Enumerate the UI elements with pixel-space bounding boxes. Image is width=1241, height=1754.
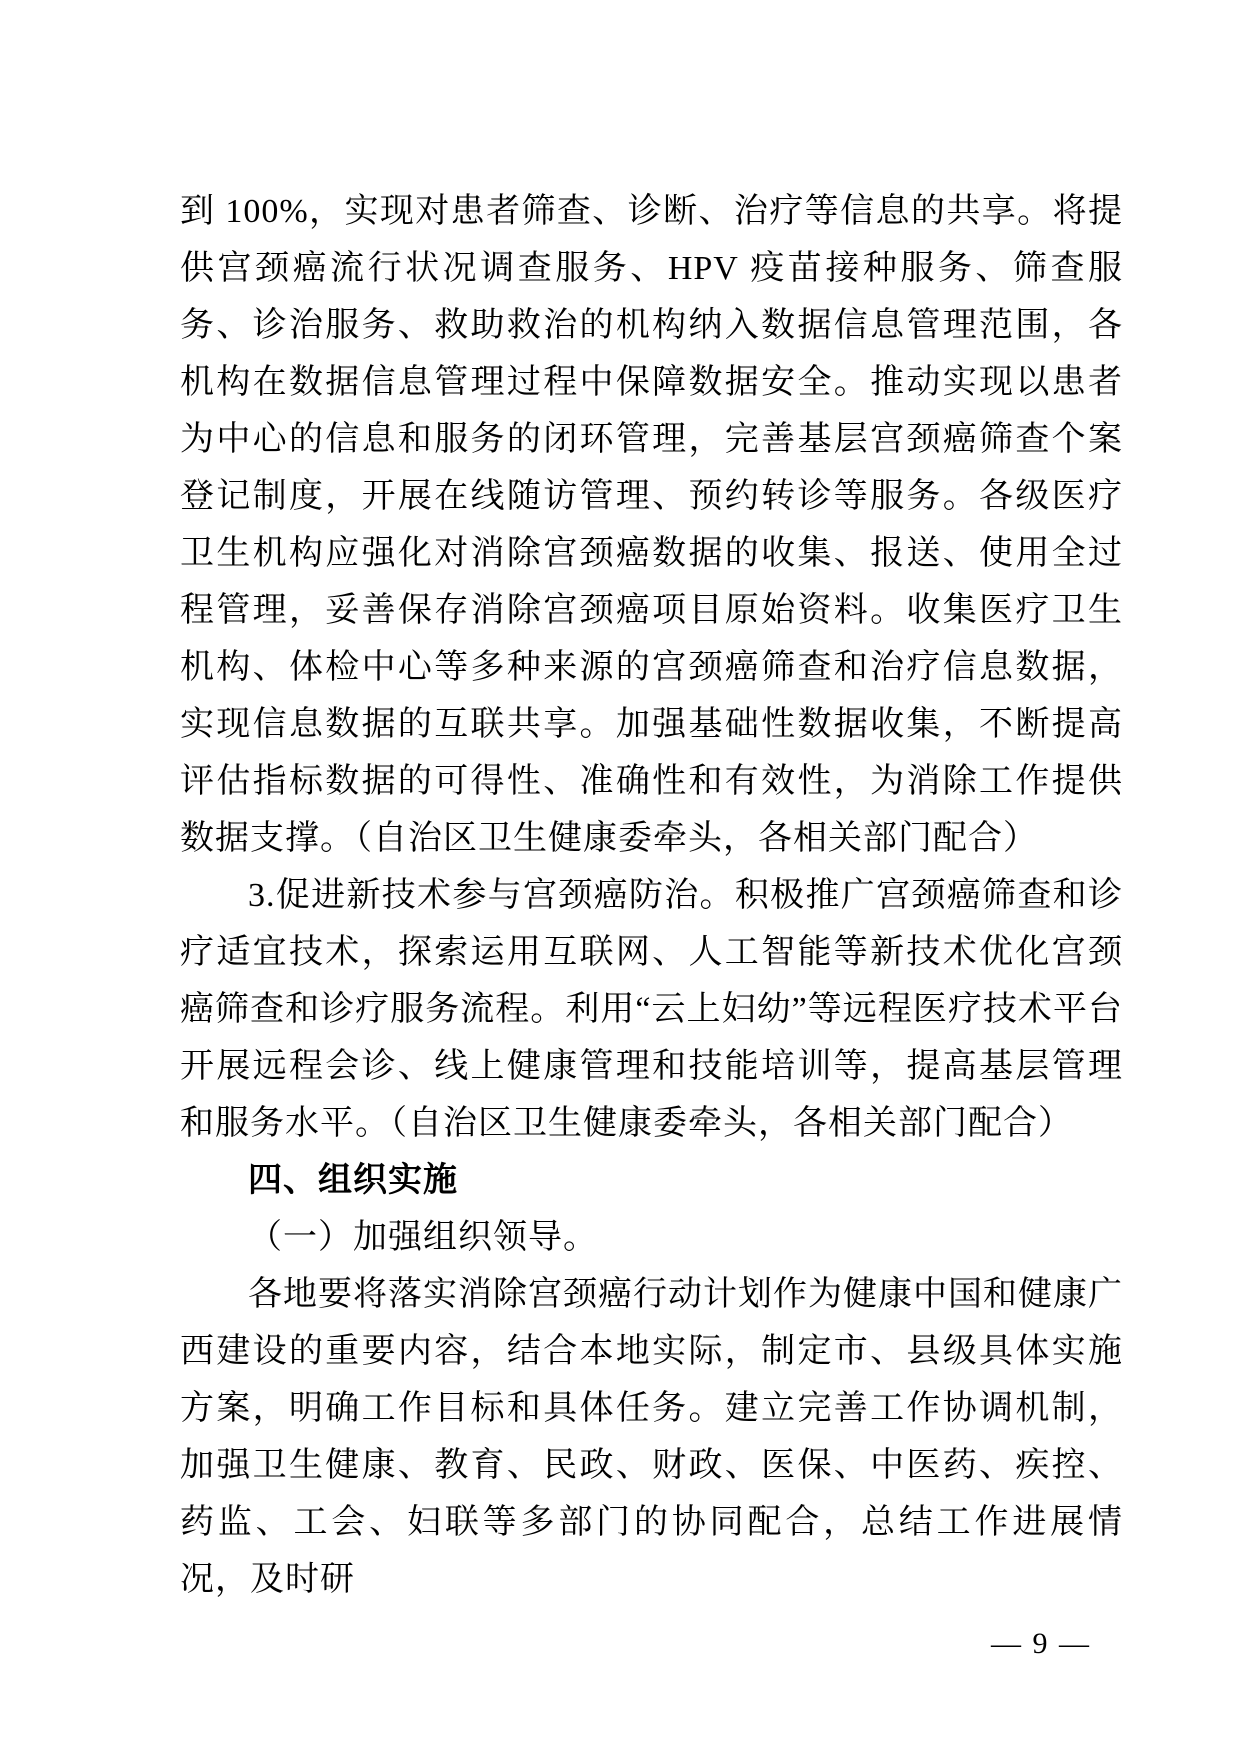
page-number: — 9 — — [991, 1627, 1091, 1660]
paragraph-new-technology: 3.促进新技术参与宫颈癌防治。积极推广宫颈癌筛查和诊疗适宜技术，探索运用互联网、人工智能等新技术优化宫颈癌筛查和诊疗服务流程。利用“云上妇幼”等远程医疗技术平台开展远程会诊、线上健康管理和技能培训等，提高基层管理和服务水平。（自治区卫生健康委牵头，各相关部门配合） — [180, 877, 1123, 1142]
paragraph-information-sharing: 到 100%，实现对患者筛查、诊断、治疗等信息的共享。将提供宫颈癌流行状况调查服务、HPV 疫苗接种服务、筛查服务、诊治服务、救助救治的机构纳入数据信息管理范围，各机构在数据信息管理过程中保障数据安全。推动实现以患者为中心的信息和服务的闭环管理，完善基层宫颈癌筛查个案登记制度，开展在线随访管理、预约转诊等服务。各级医疗卫生机构应强化对消除宫颈癌数据的收集、报送、使用全过程管理，妥善保存消除宫颈癌项目原始资料。收集医疗卫生机构、体检中心等多种来源的宫颈癌筛查和治疗信息数据，实现信息数据的互联共享。加强基础性数据收集，不断提高评估指标数据的可得性、准确性和有效性，为消除工作提供数据支撑。（自治区卫生健康委牵头，各相关部门配合） — [180, 193, 1123, 857]
heading-strengthen-leadership: （一）加强组织领导。 — [248, 1219, 598, 1256]
paragraph-local-implementation: 各地要将落实消除宫颈癌行动计划作为健康中国和健康广西建设的重要内容，结合本地实际，制定市、县级具体实施方案，明确工作目标和具体任务。建立完善工作协调机制，加强卫生健康、教育、民政、财政、医保、中医药、疾控、药监、工会、妇联等多部门的协同配合，总结工作进展情况，及时研 — [180, 1276, 1123, 1598]
page-footer — [991, 1626, 1091, 1662]
heading-organization-implementation: 四、组织实施 — [248, 1161, 458, 1199]
